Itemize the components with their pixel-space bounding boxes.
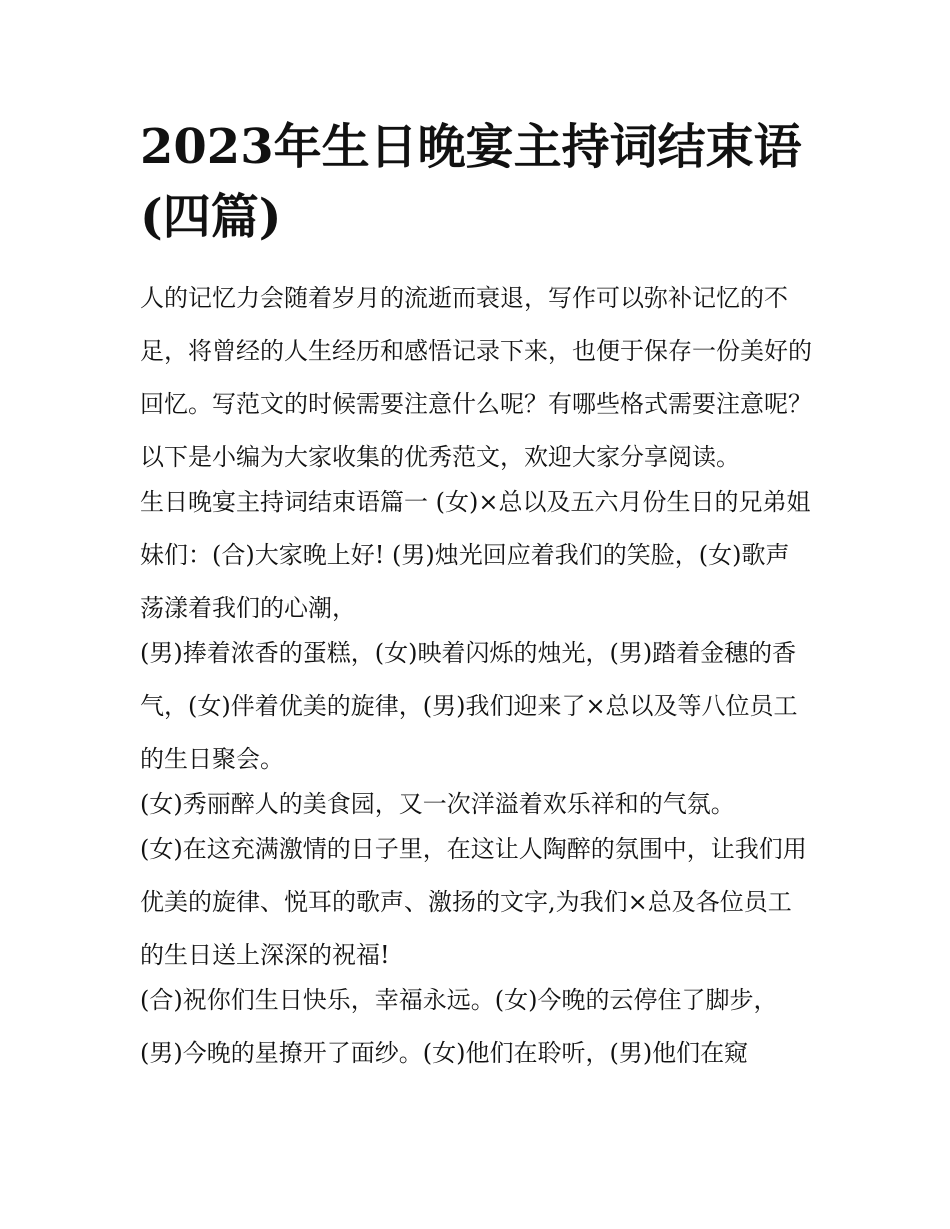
document-title: 2023年生日晚宴主持词结束语(四篇) [140, 119, 802, 245]
paragraph-intro: 人的记忆力会随着岁月的流逝而衰退，写作可以弥补记忆的不足，将曾经的人生经历和感悟记录下来，也便于保存一份美好的回忆。写范文的时候需要注意什么呢？有哪些格式需要注意呢？以下是小编为大家收集的优秀范文，欢迎大家分享阅读。 [140, 284, 812, 471]
paragraph-blessing: (女)在这充满激情的日子里，在这让人陶醉的氛围中，让我们用优美的旋律、悦耳的歌声、激扬的文字,为我们×总及各位员工的生日送上深深的祝福! [140, 835, 807, 969]
paragraph-garden: (女)秀丽醉人的美食园，又一次洋溢着欢乐祥和的气氛。 [140, 790, 735, 818]
paragraph-closing: (合)祝你们生日快乐，幸福永远。(女)今晚的云停住了脚步，(男)今晚的星撩开了面纱。(女)他们在聆听，(男)他们在窥 [140, 986, 778, 1067]
document-page [140, 112, 812, 1080]
paragraph-cake: (男)捧着浓香的蛋糕，(女)映着闪烁的烛光，(男)踏着金穗的香气，(女)伴着优美的旋律，(男)我们迎来了×总以及等八位员工的生日聚会。 [140, 639, 798, 773]
paragraph-opening: 生日晚宴主持词结束语篇一 (女)×总以及五六月份生日的兄弟姐妹们：(合)大家晚上好! (男)烛光回应着我们的笑脸，(女)歌声荡漾着我们的心潮， [140, 488, 811, 622]
document-body [140, 272, 812, 1080]
